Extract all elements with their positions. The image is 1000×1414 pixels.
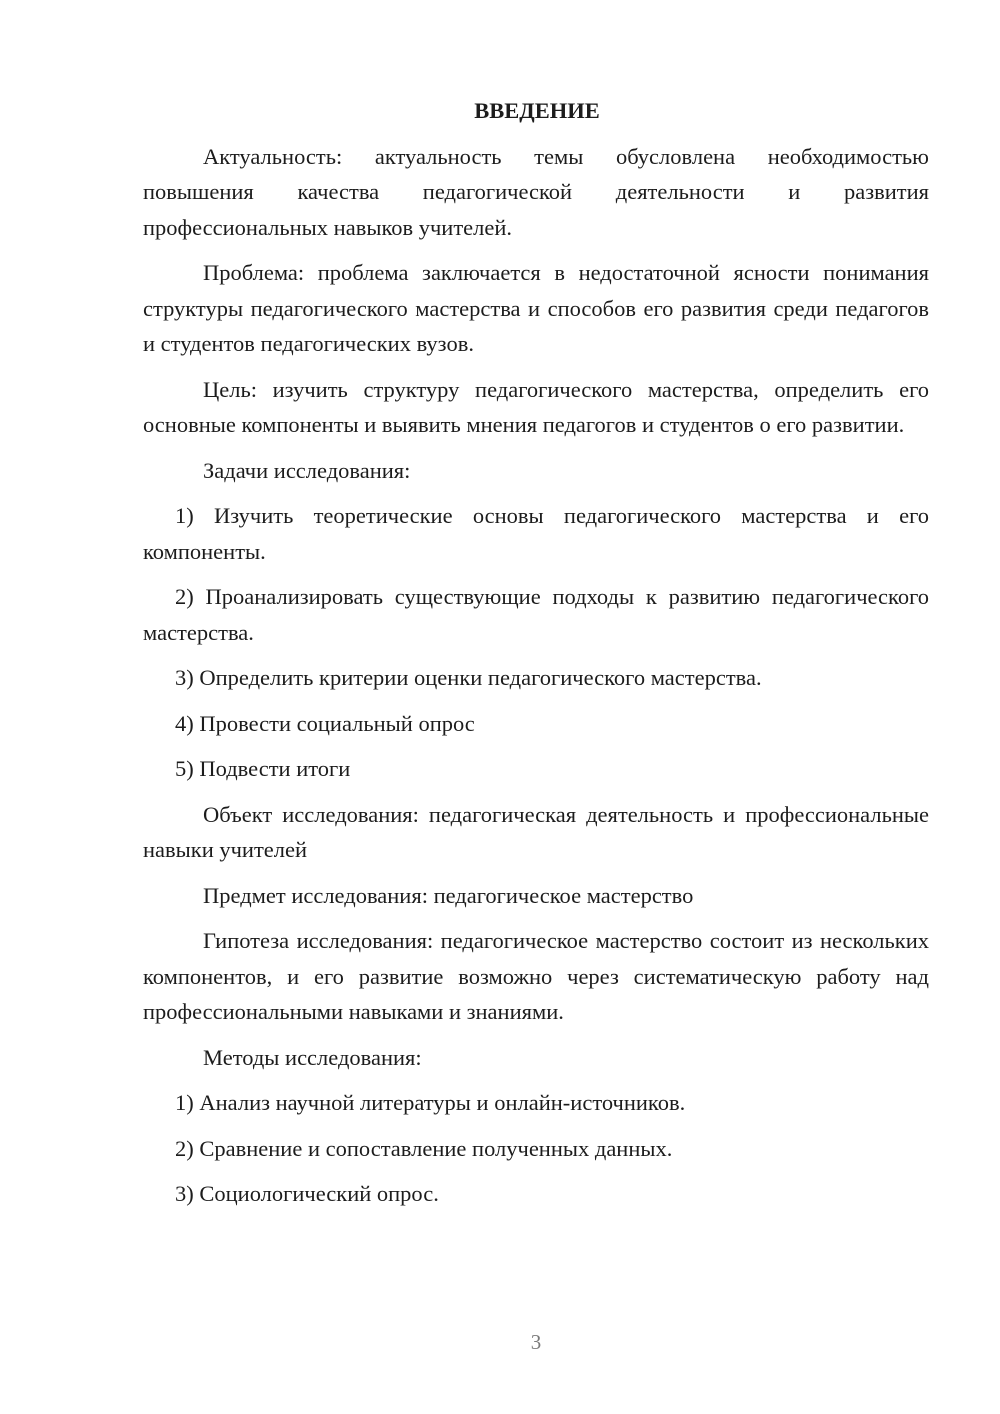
task-item-4: 4) Провести социальный опрос	[175, 710, 475, 736]
method-item-2: 2) Сравнение и сопоставление полученных данных.	[175, 1135, 673, 1161]
tasks-heading: Задачи исследования:	[203, 457, 411, 483]
hypothesis-paragraph: Гипотеза исследования: педагогическое мастерство состоит из нескольких компонентов, и его развитие возможно через систематическую работу над профессиональными навыками и знаниями.	[143, 928, 929, 1024]
subject-paragraph: Предмет исследования: педагогическое мастерство	[203, 882, 694, 908]
methods-heading: Методы исследования:	[203, 1044, 422, 1070]
problem-paragraph: Проблема: проблема заключается в недостаточной ясности понимания структуры педагогического мастерства и способов его развития среди педагогов и студентов педагогических вузов.	[143, 260, 929, 356]
page-number: 3	[530, 1330, 542, 1354]
object-paragraph: Объект исследования: педагогическая деятельность и профессиональные навыки учителей	[143, 801, 929, 862]
section-title: ВВЕДЕНИЕ	[474, 98, 600, 123]
page-content	[143, 93, 929, 1222]
task-item-2: 2) Проанализировать существующие подходы к развитию педагогического мастерства.	[143, 584, 929, 645]
task-item-5: 5) Подвести итоги	[175, 756, 351, 781]
task-item-1: 1) Изучить теоретические основы педагогического мастерства и его компоненты.	[143, 503, 929, 564]
method-item-3: 3) Социологический опрос.	[175, 1181, 439, 1206]
method-item-1: 1) Анализ научной литературы и онлайн-источников.	[175, 1090, 686, 1115]
relevance-paragraph: Актуальность: актуальность темы обусловлена необходимостью повышения качества педагогической деятельности и развития профессиональных навыков учителей.	[143, 143, 929, 240]
task-item-3: 3) Определить критерии оценки педагогического мастерства.	[175, 665, 762, 690]
goal-paragraph: Цель: изучить структуру педагогического мастерства, определить его основные компоненты и выявить мнения педагогов и студентов о его развитии.	[143, 376, 929, 437]
